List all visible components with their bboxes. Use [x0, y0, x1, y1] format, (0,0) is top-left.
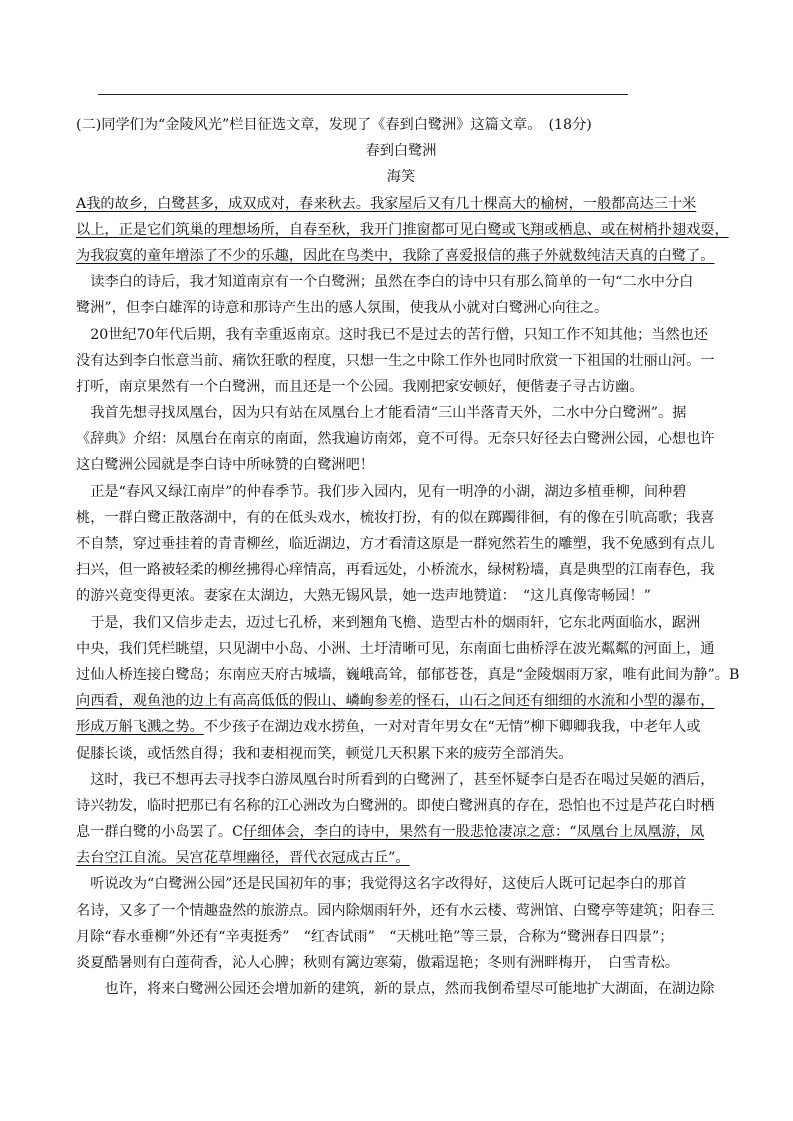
article-line [76, 243, 726, 269]
article-line [76, 295, 726, 321]
article-line [76, 531, 726, 557]
document-page [76, 112, 740, 1002]
underlined-passage: 向西看，观鱼池的边上有高高低低的假山、嶙峋参差的怪石，山石之间还有细细的水流和小型的瀑布， [76, 693, 715, 710]
article-line [76, 793, 726, 819]
line-text: 的游兴竟变得更浓。妻家在太湖边，大熟无锡风景，她一迭声地赞道： “这儿真像寄畅园！” [76, 588, 651, 605]
article-line [76, 191, 726, 217]
article-line [76, 374, 726, 400]
article-line [76, 662, 740, 688]
line-text: 过仙人桥连接白鹭岛；东南应天府古城墙，巍峨高耸，郁郁苍苍，真是“金陵烟雨万家，唯有此间为静”。B [76, 666, 740, 683]
article-line [76, 479, 726, 505]
line-text: 不少孩子在湖边戏水捞鱼，一对对青年男女在“无情”柳下卿卿我我，中老年人或 [203, 719, 701, 736]
article-line [76, 924, 726, 950]
line-text: 炎夏酷暑则有白莲荷香，沁人心脾；秋则有篱边寒菊，傲霜逞艳；冬则有洲畔梅开， 白雪青松。 [76, 955, 679, 971]
underlined-passage: 以上，正是它们筑巢的理想场所，自春至秋，我开门推窗都可见白鹭或飞翔或栖息、或在树梢扑翅戏耍， [76, 221, 729, 238]
line-text: 月除“春水垂柳”外还有“辛夷挺秀” “红杏试雨” “天桃吐艳”等三景，合称为“鹭洲春日四景”； [76, 928, 674, 945]
line-text: 这白鹭洲公园就是李白诗中所咏赞的白鹭洲吧！ [76, 457, 374, 474]
article-line [76, 557, 726, 583]
article-line [76, 426, 726, 452]
article-line [76, 714, 726, 740]
line-text: 听说改为“白鹭洲公园”还是民国初年的事；我觉得这名字改得好，这使后人既可记起李白的那首 [76, 876, 687, 893]
article-line [76, 269, 726, 295]
article-line [76, 819, 726, 845]
line-text: 名诗，又多了一个情趣盎然的旅游点。园内除烟雨轩外，还有水云楼、莺洲馆、白鹭亭等建筑；阳春三 [76, 902, 715, 919]
line-text: 这时，我已不想再去寻找李白游凤凰台时所看到的白鹭洲了，甚至怀疑李白是否在喝过吴姬的酒后， [76, 771, 715, 788]
line-text: 没有达到李白怅意当前、痛饮狂歌的程度，只想一生之中除工作外也同时欣赏一下祖国的壮丽山河。一 [76, 352, 715, 369]
line-text: 正是“春风又绿江南岸”的仲春季节。我们步入园内，见有一明净的小湖，湖边多植垂柳，间种碧 [76, 483, 687, 500]
article-line [76, 688, 726, 714]
line-text: 中央，我们凭栏眺望，只见湖中小岛、小洲、土圩清晰可见，东南面七曲桥浮在波光粼粼的河面上，通 [76, 640, 715, 657]
article-body [76, 191, 740, 1003]
underlined-passage: 形成万斛飞溅之势。 [76, 719, 204, 736]
underlined-passage: 去台空江自流。吴宫花草埋幽径，晋代衣冠成古丘”。 [76, 850, 410, 867]
line-text: 我首先想寻找凤凰台，因为只有站在凤凰台上才能看清“三山半落青天外，二水中分白鹭洲”。据 [76, 405, 687, 422]
article-line [76, 845, 726, 871]
line-text: 鹭洲”，但李白雄浑的诗意和那诗产生出的感人氛围，使我从小就对白鹭洲心向往之。 [76, 300, 609, 317]
line-text: 于是，我们又信步走去，迈过七孔桥，来到翘角飞檐、造型古朴的烟雨轩，它东北两面临水，踞洲 [76, 614, 701, 631]
article-line [76, 400, 726, 426]
article-line [76, 636, 726, 662]
article-line [76, 767, 726, 793]
line-text: 20世纪70年代后期，我有幸重返南京。这时我已不是过去的苦行僧，只知工作不知其他；当然也还 [76, 326, 708, 343]
line-text: 读李白的诗后，我才知道南京有一个白鹭洲；虽然在李白的诗中只有那么简单的一句“二水中分白 [76, 274, 694, 291]
underlined-passage: A我的故乡，白鹭甚多，成双成对，春来秋去。我家屋后又有几十棵高大的榆树，一般都高达三十米 [76, 195, 697, 212]
line-text: 《辞典》介绍：凤凰台在南京的南面，然我遍访南郊，竟不可得。无奈只好径去白鹭洲公园，心想也许 [76, 431, 715, 448]
article-line [76, 322, 726, 348]
line-text: 也许，将来白鹭洲公园还会增加新的建筑，新的景点，然而我倒希望尽可能地扩大湖面，在湖边除 [76, 981, 715, 998]
article-line [76, 976, 726, 1002]
article-line [76, 950, 726, 976]
line-text: 桃，一群白鹭正散落湖中，有的在低头戏水，梳妆打扮，有的似在踯躅徘徊，有的像在引吭高歌；我喜 [76, 509, 715, 526]
line-text: 不自禁，穿过垂挂着的青青柳丝，临近湖边，方才看清这原是一群宛然若生的雕塑，我不免感到有点儿 [76, 536, 715, 552]
article-line [76, 898, 726, 924]
article-line [76, 217, 729, 243]
article-line [76, 741, 726, 767]
question-heading: (二)同学们为“金陵风光”栏目征选文章，发现了《春到白鹭洲》这篇文章。 (18分) [76, 117, 592, 133]
article-title: 春到白鹭洲 [365, 143, 437, 160]
line-text: 息一群白鹭的小岛罢了。C [76, 824, 243, 841]
top-rule [98, 94, 628, 95]
article-line [76, 871, 726, 897]
article-line [76, 610, 726, 636]
article-line [76, 505, 726, 531]
line-text: 诗兴勃发，临时把那已有名称的江心洲改为白鹭洲的。即使白鹭洲真的存在，恐怕也不过是芦花白时栖 [76, 797, 715, 814]
underlined-passage: 仔细体会，李白的诗中，果然有一股悲怆凄凉之意：“凤凰台上凤凰游，凤 [242, 824, 705, 841]
line-text: 打听，南京果然有一个白鹭洲，而且还是一个公园。我刚把家安顿好，便偕妻子寻古访幽。 [76, 378, 644, 395]
line-text: 促膝长谈，或恬然自得；我和妻相视而笑，顿觉几天积累下来的疲劳全部消失。 [76, 745, 573, 762]
article-line [76, 452, 726, 478]
article-line [76, 583, 726, 609]
article-author: 海笑 [386, 169, 416, 186]
underlined-passage: 为我寂寞的童年增添了不少的乐趣，因此在鸟类中，我除了喜爱报信的燕子外就数纯洁天真的白鹭了。 [76, 247, 715, 264]
article-line [76, 348, 726, 374]
line-text: 扫兴，但一路被轻柔的柳丝拂得心痒情高，再看远处，小桥流水，绿树粉墙，真是典型的江南春色，我 [76, 562, 715, 579]
